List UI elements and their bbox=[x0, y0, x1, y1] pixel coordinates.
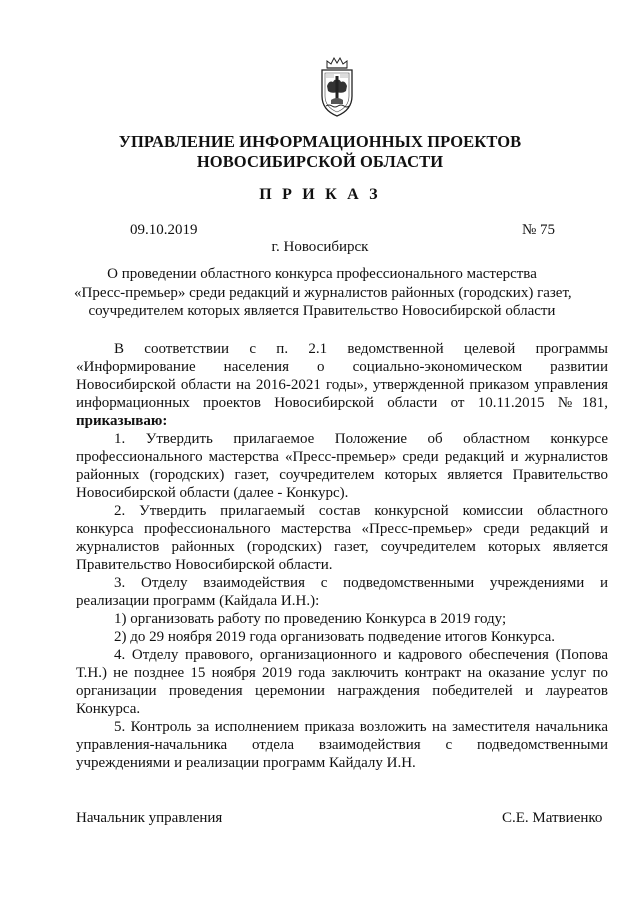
preamble-paragraph bbox=[76, 340, 608, 430]
signatory-title: Начальник управления bbox=[76, 810, 223, 826]
order-item-3: 3. Отделу взаимодействия с подведомственными учреждениями и реализации программ (Кайдала И.Н.): bbox=[76, 575, 608, 609]
preamble-text: В соответствии с п. 2.1 ведомственной целевой программы «Информирование населения о социально-экономическом развитии Новосибирской области на 2016-2021 годы», утвержденной приказом управления информационных проектов Новосибирской области от 10.11.2015 №181, bbox=[76, 341, 608, 411]
order-item-3-subitem-2: 2) до 29 ноября 2019 года организовать подведение итогов Конкурса. bbox=[114, 629, 555, 645]
document-body bbox=[76, 340, 608, 772]
subject-line-3: соучредителем которых является Правительство Новосибирской области bbox=[88, 303, 556, 319]
organization-name-line-2: НОВОСИБИРСКОЙ ОБЛАСТИ bbox=[196, 152, 444, 171]
organization-name-line-1: УПРАВЛЕНИЕ ИНФОРМАЦИОННЫХ ПРОЕКТОВ bbox=[118, 132, 522, 151]
order-item-1: 1. Утвердить прилагаемое Положение об областном конкурсе профессионального мастерства «Пресс-премьер» среди редакций и журналистов районных (городских) газет, соучредителем которых является Правительство Новосибирской области (далее - Конкурс). bbox=[76, 431, 608, 501]
order-item-2: 2. Утвердить прилагаемый состав конкурсной комиссии областного конкурса профессионального мастерства «Пресс-премьер» среди редакций и журналистов районных (городских) газет, соучредителем которых является Правительство Новосибирской области. bbox=[76, 503, 608, 573]
order-item-3-subitem-1: 1) организовать работу по проведению Конкурса в 2019 году; bbox=[114, 611, 507, 627]
document-city: г. Новосибирск bbox=[271, 239, 369, 255]
subject-line-2: «Пресс-премьер» среди редакций и журналистов районных (городских) газет, bbox=[74, 284, 572, 301]
subject-line-1: О проведении областного конкурса профессионального мастерства bbox=[107, 266, 537, 282]
order-item-5: 5. Контроль за исполнением приказа возложить на заместителя начальника управления-начальника отдела взаимодействия с подведомственными учреждениями и реализации программ Кайдалу И.Н. bbox=[76, 719, 608, 771]
order-item-4: 4. Отделу правового, организационного и кадрового обеспечения (Попова Т.Н.) не позднее 15 ноября 2019 года заключить контракт на оказание услуг по организации проведения церемонии награждения победителей и лауреатов Конкурса. bbox=[76, 647, 608, 717]
document-number: № 75 bbox=[522, 222, 556, 238]
document-type-title: П Р И К А З bbox=[259, 186, 381, 203]
organization-name bbox=[0, 132, 640, 172]
signatory-name: С.Е. Матвиенко bbox=[502, 810, 603, 826]
order-word: приказываю: bbox=[76, 413, 168, 429]
coat-of-arms-emblem bbox=[316, 56, 358, 120]
document-subject bbox=[74, 265, 570, 321]
document-date: 09.10.2019 bbox=[130, 222, 198, 238]
